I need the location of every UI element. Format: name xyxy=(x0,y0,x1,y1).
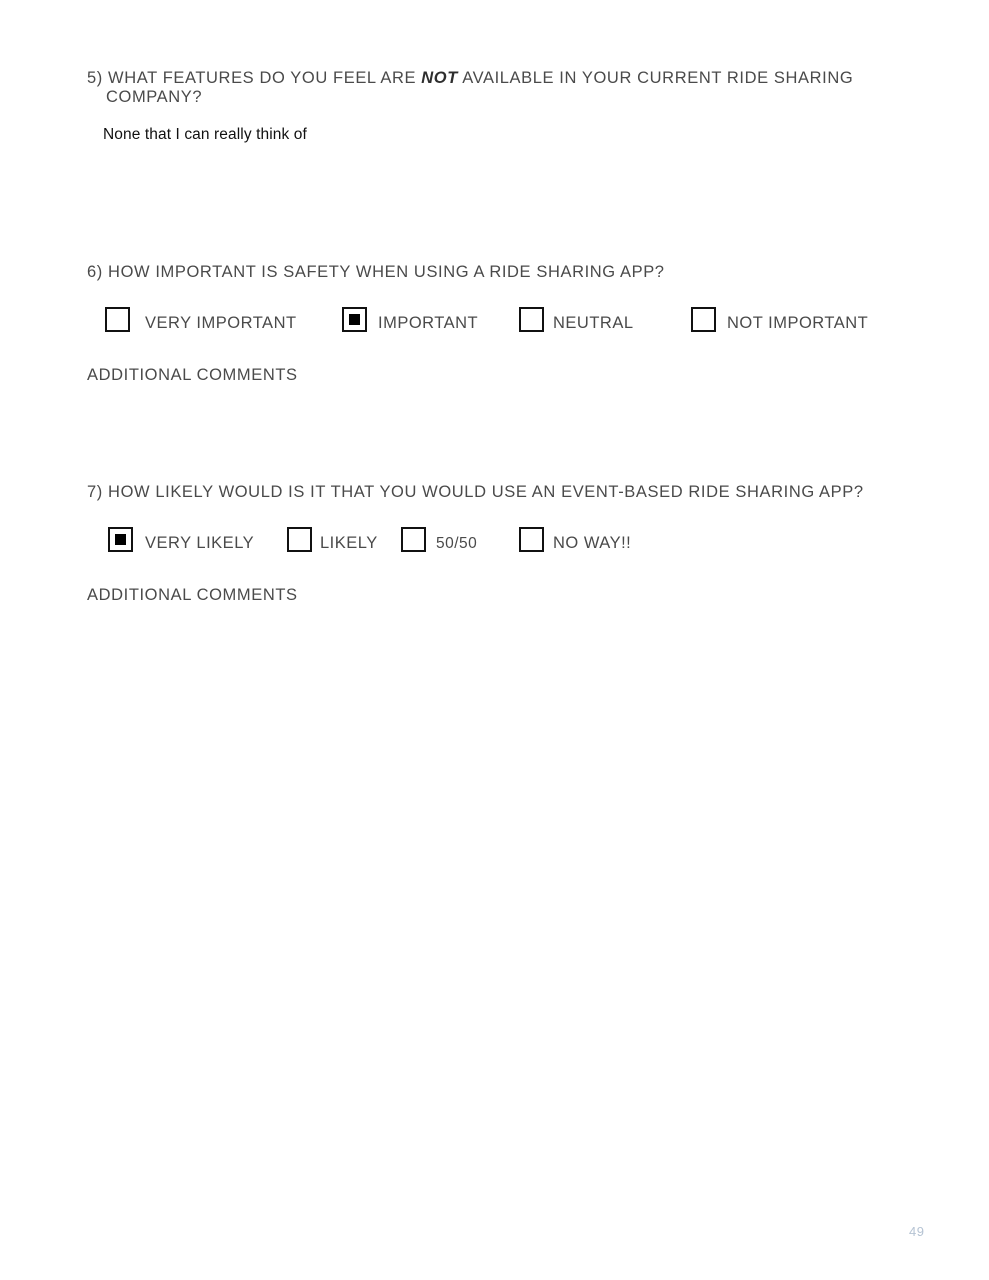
question-5-emphasis: NOT xyxy=(421,69,458,87)
question-5-suffix: AVAILABLE IN YOUR CURRENT RIDE SHARING xyxy=(462,69,854,87)
label-very-likely: VERY LIKELY xyxy=(145,534,255,552)
checkbox-50-50[interactable] xyxy=(401,527,426,552)
label-likely: LIKELY xyxy=(320,534,378,552)
checkbox-very-important[interactable] xyxy=(105,307,130,332)
question-6: 6) HOW IMPORTANT IS SAFETY WHEN USING A RIDE SHARING APP? xyxy=(87,263,665,281)
label-not-important: NOT IMPORTANT xyxy=(727,314,869,332)
label-neutral: NEUTRAL xyxy=(553,314,634,332)
question-5-prefix: 5) WHAT FEATURES DO YOU FEEL ARE xyxy=(87,69,417,87)
checkbox-important[interactable] xyxy=(342,307,367,332)
page-number: 49 xyxy=(909,1224,925,1239)
question-5-continuation: COMPANY? xyxy=(106,88,203,106)
label-important: IMPORTANT xyxy=(378,314,479,332)
checkbox-neutral[interactable] xyxy=(519,307,544,332)
question-5 xyxy=(87,69,887,107)
question-5-answer: None that I can really think of xyxy=(103,126,307,143)
checkbox-no-way[interactable] xyxy=(519,527,544,552)
q7-additional-comments-label: ADDITIONAL COMMENTS xyxy=(87,586,298,604)
checkbox-very-likely[interactable] xyxy=(108,527,133,552)
q6-additional-comments-label: ADDITIONAL COMMENTS xyxy=(87,366,298,384)
checkbox-not-important[interactable] xyxy=(691,307,716,332)
label-very-important: VERY IMPORTANT xyxy=(145,314,297,332)
checkbox-likely[interactable] xyxy=(287,527,312,552)
question-7: 7) HOW LIKELY WOULD IS IT THAT YOU WOULD USE AN EVENT-BASED RIDE SHARING APP? xyxy=(87,483,864,501)
label-no-way: NO WAY!! xyxy=(553,534,632,552)
label-50-50: 50/50 xyxy=(436,535,478,552)
